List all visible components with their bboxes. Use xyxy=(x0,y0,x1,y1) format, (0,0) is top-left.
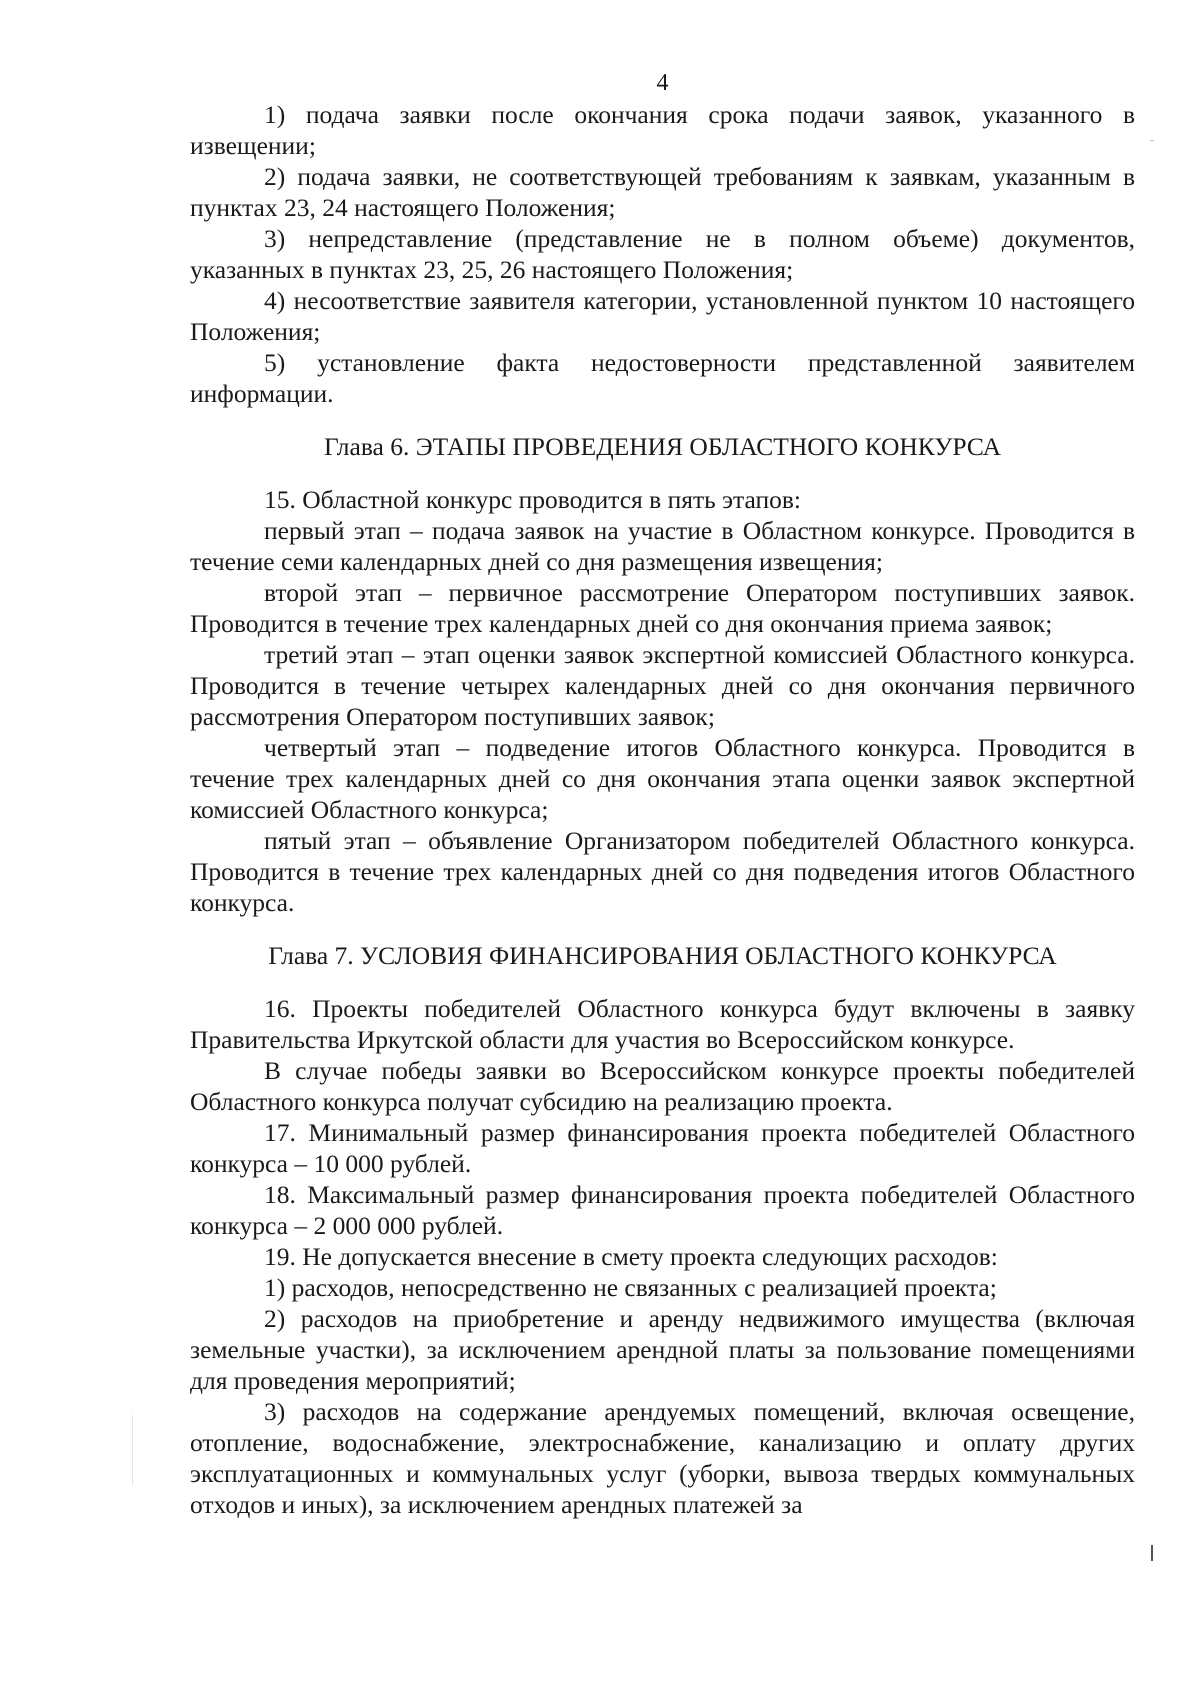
document-page xyxy=(190,68,1135,1520)
scan-margin-mark xyxy=(1151,1545,1153,1561)
paragraph: 3) расходов на содержание арендуемых помещений, включая освещение, отопление, водоснабжение, электроснабжение, канализацию и оплату других эксплуатационных и коммунальных услуг (уборки, вывоза твердых коммунальных отходов и иных), за исключением арендных платежей за xyxy=(190,1397,1135,1519)
paragraph: 18. Максимальный размер финансирования проекта победителей Областного конкурса – 2 000 000 рублей. xyxy=(190,1180,1135,1240)
list-item: 1) подача заявки после окончания срока подачи заявок, указанного в извещении; xyxy=(190,100,1135,160)
page-number: 4 xyxy=(656,70,669,96)
scan-artifact xyxy=(1150,140,1154,141)
paragraph: 16. Проекты победителей Областного конкурса будут включены в заявку Правительства Иркутской области для участия во Всероссийском конкурсе. xyxy=(190,994,1135,1054)
list-item: 4) несоответствие заявителя категории, установленной пунктом 10 настоящего Положения; xyxy=(190,286,1135,346)
paragraph: 19. Не допускается внесение в смету проекта следующих расходов: xyxy=(264,1242,998,1271)
financing-conditions-section xyxy=(190,993,1135,1520)
paragraph: второй этап – первичное рассмотрение Оператором поступивших заявок. Проводится в течение трех календарных дней со дня окончания приема заявок; xyxy=(190,578,1135,638)
paragraph: 2) расходов на приобретение и аренду недвижимого имущества (включая земельные участки), за исключением арендной платы за пользование помещениями для проведения мероприятий; xyxy=(190,1304,1135,1395)
paragraph: третий этап – этап оценки заявок экспертной комиссией Областного конкурса. Проводится в течение четырех календарных дней со дня окончания первичного рассмотрения Оператором поступивших заявок; xyxy=(190,640,1135,731)
paragraph: первый этап – подача заявок на участие в Областном конкурсе. Проводится в течение семи календарных дней со дня размещения извещения; xyxy=(190,516,1135,576)
paragraph: 15. Областной конкурс проводится в пять этапов: xyxy=(264,485,802,514)
scan-artifact xyxy=(132,1415,133,1485)
paragraph: пятый этап – объявление Организатором победителей Областного конкурса. Проводится в течение трех календарных дней со дня подведения итогов Областного конкурса. xyxy=(190,826,1135,917)
contest-stages-section xyxy=(190,484,1135,918)
paragraph: четвертый этап – подведение итогов Областного конкурса. Проводится в течение трех календарных дней со дня окончания этапа оценки заявок экспертной комиссией Областного конкурса; xyxy=(190,733,1135,824)
list-item: 3) непредставление (представление не в полном объеме) документов, указанных в пунктах 23, 25, 26 настоящего Положения; xyxy=(190,224,1135,284)
list-item: 5) установление факта недостоверности представленной заявителем информации. xyxy=(190,348,1135,408)
chapter-6-heading: Глава 6. ЭТАПЫ ПРОВЕДЕНИЯ ОБЛАСТНОГО КОНКУРСА xyxy=(323,432,1002,461)
list-item: 2) подача заявки, не соответствующей требованиям к заявкам, указанным в пунктах 23, 24 настоящего Положения; xyxy=(190,162,1135,222)
paragraph: В случае победы заявки во Всероссийском конкурсе проекты победителей Областного конкурса получат субсидию на реализацию проекта. xyxy=(190,1056,1135,1116)
paragraph: 1) расходов, непосредственно не связанных с реализацией проекта; xyxy=(264,1273,997,1302)
paragraph: 17. Минимальный размер финансирования проекта победителей Областного конкурса – 10 000 рублей. xyxy=(190,1118,1135,1178)
chapter-7-heading: Глава 7. УСЛОВИЯ ФИНАНСИРОВАНИЯ ОБЛАСТНОГО КОНКУРСА xyxy=(268,941,1057,970)
rejection-grounds-list xyxy=(190,99,1135,409)
